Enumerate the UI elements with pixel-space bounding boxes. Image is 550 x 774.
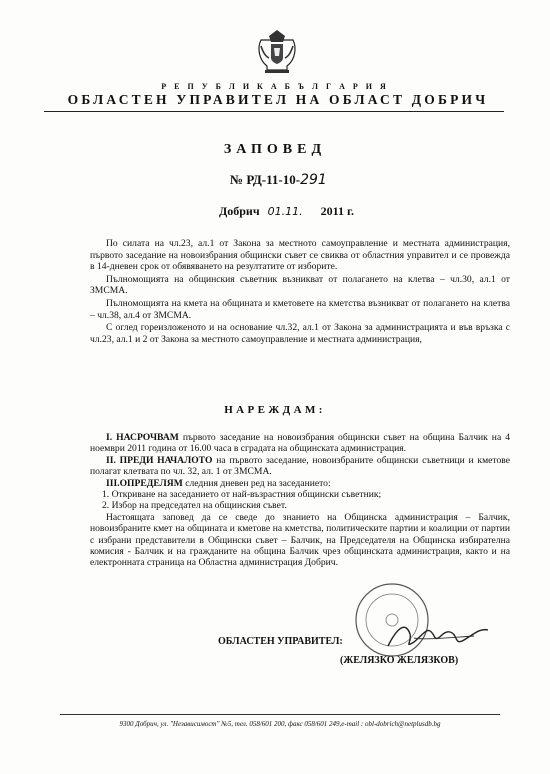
preamble-paragraph: Пълномощията на общинския съветник възникват от полагането на клетва – чл.30, ал.1 от ЗМСМА. xyxy=(90,273,510,297)
order-year: 2011 г. xyxy=(320,204,355,218)
decree-point-label: III.ОПРЕДЕЛЯМ xyxy=(106,477,183,489)
decree-point-label: II. ПРЕДИ НАЧАЛОТО xyxy=(106,454,213,466)
footer-divider xyxy=(60,714,500,715)
order-number-handwritten: 291 xyxy=(300,172,327,188)
decree-heading: НАРЕЖДАМ: xyxy=(224,404,326,416)
governor-heading: ОБЛАСТЕН УПРАВИТЕЛ НА ОБЛАСТ ДОБРИЧ xyxy=(67,92,489,107)
header-divider xyxy=(44,111,504,112)
decree-point-text: първото заседание на новоизбрания общински съвет на община Балчик на 4 ноември 2011 година от 16.00 часа в сградата на общинската администрация. xyxy=(90,432,510,455)
agenda-item: 1. Откриване на заседанието от най-възрастния общински съветник; xyxy=(102,489,382,501)
republic-label: Р Е П У Б Л И К А Б Ъ Л Г А Р И Я xyxy=(161,82,389,91)
order-title: ЗАПОВЕД xyxy=(223,142,327,157)
decree-point-text: на първото заседание, новоизбраните общински съветници и кметове полагат клетвата по чл. 32, ал. 1 от ЗМСМА. xyxy=(90,454,510,478)
preamble-paragraph: Пълномощията на кмета на общината и кметовете на кметства възникват от полагането на клетва – чл.38, ал.4 от ЗМСМА. xyxy=(90,297,510,321)
preamble-paragraph: С оглед гореизложеното и на основание чл.32, ал.1 от Закона за администрацията и във връзка с чл.23, ал.1 и 2 от Закона за местното самоуправление и местната администрация, xyxy=(90,322,510,345)
order-number-prefix: № РД-11-10- xyxy=(230,172,301,187)
decree-point-label: I. НАСРОЧВАМ xyxy=(106,432,179,443)
decree-section xyxy=(90,432,510,569)
order-preamble xyxy=(90,238,510,346)
decree-point-iii xyxy=(90,478,510,489)
order-city: Добрич xyxy=(219,204,260,218)
signatory-title: ОБЛАСТЕН УПРАВИТЕЛ: xyxy=(218,636,343,647)
decree-point-i xyxy=(90,432,510,455)
order-date-handwritten: 01.11. xyxy=(267,205,303,218)
order-number xyxy=(230,172,327,188)
agenda-item: 2. Избор на председател на общинския съвет. xyxy=(102,500,287,512)
decree-closing: Настоящата заповед да се сведе до знанието на Общинска администрация – Балчик, новоизбраните кмет на общината и кметове на кметства, политическите партии и коалиции от партии с избрани представители в Общински съвет – Балчик, на Председателя на Общинска избирателна комисия - Балчик и на гражданите на община Балчик чрез общинската администрация, както и на електронната страница на Областна администрация Добрич. xyxy=(90,511,510,569)
decree-point-ii xyxy=(90,455,510,478)
coat-of-arms-icon xyxy=(255,26,299,76)
order-date xyxy=(219,204,354,219)
preamble-paragraph: По силата на чл.23, ал.1 от Закона за местното самоуправление и местната администрация, първото заседание на новоизбрания общински съвет се свиква от областния управител и се провежда в 14-дневен срок от обявяването на резултатите от изборите. xyxy=(90,238,510,273)
handwritten-signature-icon xyxy=(384,616,494,656)
signatory-name: (ЖЕЛЯЗКО ЖЕЛЯЗКОВ) xyxy=(340,655,459,666)
decree-point-text: следния дневен ред на заседанието: xyxy=(182,477,331,489)
footer-address: 9300 Добрич, ул. "Независимост" №5, тел. 058/601 200, факс 058/601 249,e-mail : obl-dobrich@netplusdb.bg xyxy=(119,720,441,728)
